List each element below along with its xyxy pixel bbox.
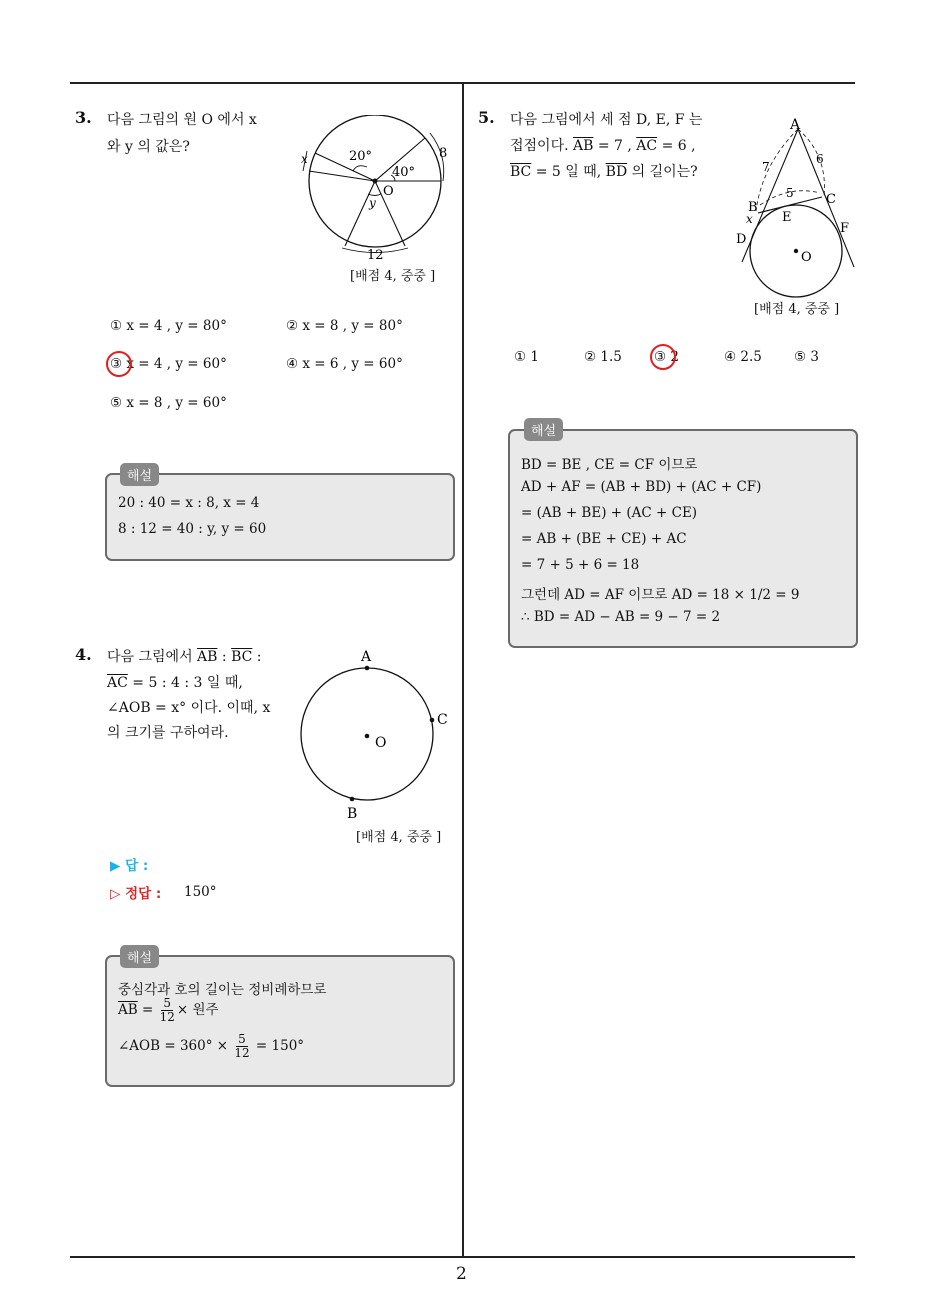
- q5-fig-label-5: 5: [786, 186, 794, 200]
- q3-choice-4[interactable]: ④ x = 6 , y = 60°: [286, 356, 403, 372]
- q4-correct-label: ▷ 정답 :: [110, 886, 162, 902]
- q5-choice-2[interactable]: ② 1.5: [584, 349, 622, 365]
- q5-number: 5.: [478, 108, 495, 127]
- q3-text-line2: 와 y 의 값은?: [107, 139, 190, 155]
- q5-solution-line2: AD + AF = (AB + BD) + (AC + CF): [521, 479, 762, 495]
- q5-text-line2: 접점이다. $\overline{AB} = 7$ , $\overline{AC} = 6$ ,: [510, 138, 696, 154]
- q4-arc-bc: $\overline{BC}$: [231, 649, 253, 665]
- q5-fig-label-6: 6: [816, 152, 824, 166]
- q3-solution-line2: 8 : 12 = 40 : y, y = 60: [118, 521, 267, 537]
- q5-solution-line4: = AB + (BE + CE) + AC: [521, 531, 687, 547]
- q4-number: 4.: [75, 645, 92, 664]
- q4-fig-label-o: O: [375, 735, 387, 751]
- q5-solution-line6: 그런데 AD = AF 이므로 AD = 18 × 1/2 = 9: [521, 587, 800, 603]
- q5-score-tag: [배점 4, 중중 ]: [754, 302, 840, 317]
- q3-fig-angle-40: 40°: [392, 165, 416, 180]
- q4-fig-label-a: A: [361, 649, 372, 665]
- q5-figure: [732, 115, 862, 300]
- q4-solution-line1: 중심각과 호의 길이는 정비례하므로: [118, 982, 327, 998]
- q4-solution-label: 해설: [120, 945, 159, 968]
- q5-fig-label-c: C: [826, 192, 836, 207]
- q4-fig-label-c: C: [437, 712, 448, 728]
- q5-choice-3[interactable]: ③ 2: [654, 349, 679, 365]
- q5-text-line3: $\overline{BC} = 5$ 일 때, $\overline{BD}$ 의 길이는?: [510, 164, 698, 180]
- q3-solution-line1: 20 : 40 = x : 8, x = 4: [118, 495, 260, 511]
- q5-answer-mark: [650, 344, 676, 370]
- q5-text-line1: 다음 그림에서 세 점 D, E, F 는: [510, 112, 703, 128]
- q4-fig-label-b: B: [347, 806, 358, 822]
- q4-figure: [295, 647, 460, 825]
- q3-fig-angle-20: 20°: [349, 149, 373, 164]
- q5-solution-line5: = 7 + 5 + 6 = 18: [521, 557, 640, 573]
- q5-fig-label-a: A: [790, 117, 801, 133]
- q5-fig-label-e: E: [782, 210, 792, 225]
- page-number: 2: [456, 1264, 467, 1284]
- q3-text-line1: 다음 그림의 원 O 에서 x: [107, 112, 257, 128]
- q5-choice-4[interactable]: ④ 2.5: [724, 349, 762, 365]
- q4-score-tag: [배점 4, 중중 ]: [356, 830, 442, 845]
- q3-choice-1[interactable]: ① x = 4 , y = 80°: [110, 318, 227, 334]
- q4-arc-ac: $\overline{AC}$: [107, 675, 128, 691]
- q4-text-line2: $\overline{AC} = 5$ : 4 : 3 일 때,: [107, 675, 243, 691]
- q4-text-line3: ∠AOB = x° 이다. 이때, x: [107, 700, 271, 716]
- q3-solution-label: 해설: [120, 463, 159, 486]
- q5-fig-label-b: B: [748, 200, 758, 215]
- column-divider: [462, 83, 464, 1257]
- q3-score-tag: [배점 4, 중중 ]: [350, 269, 436, 284]
- q4-arc-ab: $\overline{AB}$: [197, 649, 218, 665]
- q5-solution-line3: = (AB + BE) + (AC + CE): [521, 505, 698, 521]
- q3-answer-mark: [106, 351, 132, 377]
- q5-choice-5[interactable]: ⑤ 3: [794, 349, 819, 365]
- q5-solution-line1: BD = BE , CE = CF 이므로: [521, 457, 698, 473]
- q4-solution-line2: $\overline{AB}$ = $\frac{5}{12}$ × 원주: [118, 996, 219, 1024]
- q3-figure: [295, 115, 460, 260]
- q5-fig-label-f: F: [840, 221, 850, 236]
- q3-solution-box: [105, 473, 455, 561]
- q5-fig-label-7: 7: [762, 160, 770, 174]
- q4-answer-label: ▶ 답 :: [110, 858, 149, 874]
- q5-solution-label: 해설: [524, 418, 563, 441]
- q3-number: 3.: [75, 108, 92, 127]
- q3-choice-3[interactable]: ③ x = 4 , y = 60°: [110, 356, 227, 372]
- q4-correct-value: 150°: [184, 884, 217, 900]
- q5-fig-label-o: O: [801, 250, 812, 265]
- q3-fig-label-x: x: [301, 152, 308, 166]
- q3-fig-label-8: 8: [439, 146, 448, 161]
- q5-fig-label-d: D: [736, 232, 747, 247]
- q5-choice-1[interactable]: ① 1: [514, 349, 539, 365]
- q4-text-line4: 의 크기를 구하여라.: [107, 725, 229, 741]
- q5-fig-label-x: x: [746, 212, 753, 226]
- q3-fig-label-o: O: [383, 184, 394, 199]
- bottom-rule: [70, 1256, 855, 1258]
- q4-solution-line3: ∠AOB = 360° × $\frac{5}{12}$ = 150°: [118, 1032, 305, 1060]
- q4-text-line1: 다음 그림에서 $\overline{AB}$ : $\overline{BC}$ :: [107, 649, 262, 665]
- q3-fig-label-12: 12: [367, 248, 384, 260]
- q5-solution-line7: ∴ BD = AD − AB = 9 − 7 = 2: [521, 609, 721, 625]
- q3-choice-2[interactable]: ② x = 8 , y = 80°: [286, 318, 403, 334]
- q3-fig-label-y: y: [369, 196, 376, 210]
- q3-choice-5[interactable]: ⑤ x = 8 , y = 60°: [110, 395, 227, 411]
